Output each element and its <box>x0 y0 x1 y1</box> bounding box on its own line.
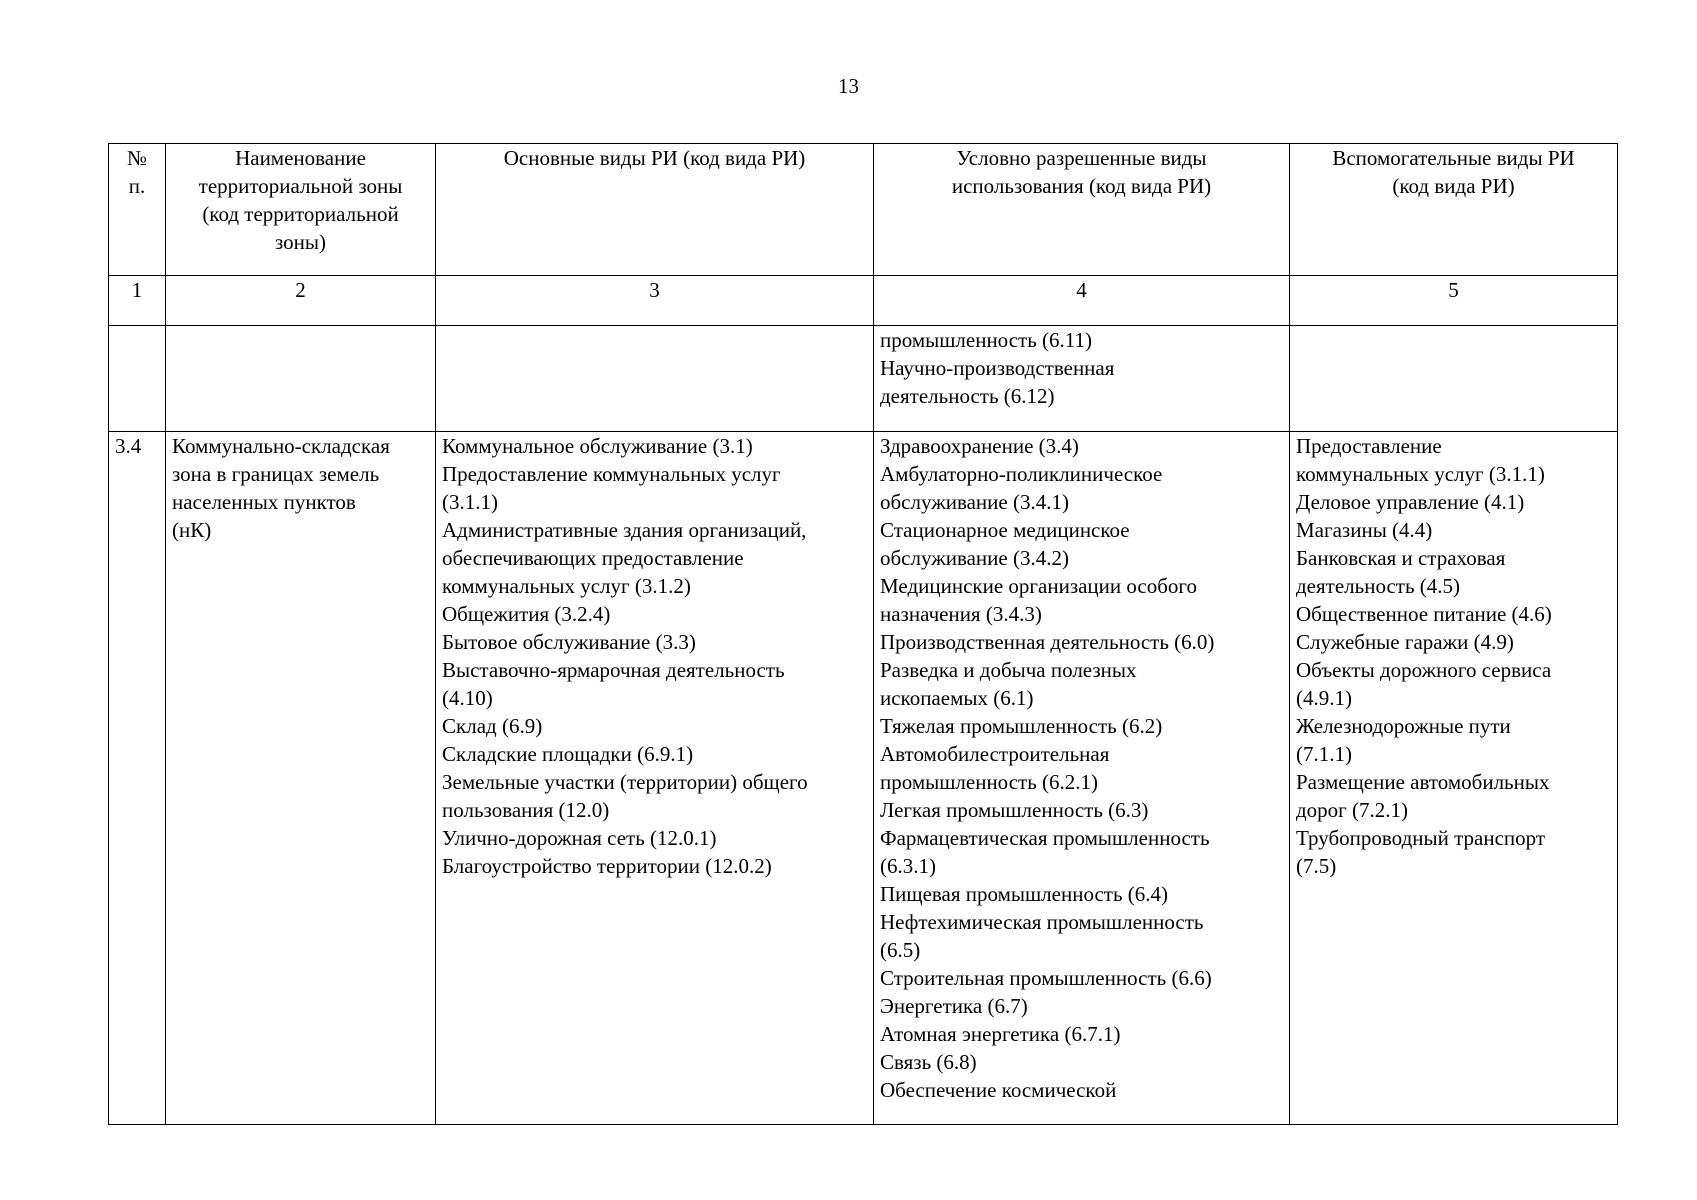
text-line: Склад (6.9) <box>442 714 543 738</box>
continuation-row <box>109 326 1618 432</box>
text-line: (3.1.1) <box>442 490 498 514</box>
text-line: (6.3.1) <box>880 854 936 878</box>
text-line: Научно-производственная <box>880 356 1115 380</box>
text-line: Коммунальное обслуживание (3.1) <box>442 434 753 458</box>
text-line: обслуживание (3.4.2) <box>880 546 1069 570</box>
text-line: Нефтехимическая промышленность <box>880 910 1204 934</box>
text-line: дорог (7.2.1) <box>1296 798 1409 822</box>
text-line: зона в границах земель <box>172 462 380 486</box>
text-line: промышленность (6.2.1) <box>880 770 1099 794</box>
text-line: Складские площадки (6.9.1) <box>442 742 694 766</box>
text-line: Деловое управление (4.1) <box>1296 490 1525 514</box>
text-line: Общежития (3.2.4) <box>442 602 611 626</box>
text-line: Предоставление коммунальных услуг <box>442 462 781 486</box>
text-line: (нК) <box>172 518 212 542</box>
header-main-uses <box>436 144 874 276</box>
text-line: Коммунально-складская <box>172 434 390 458</box>
text-line: коммунальных услуг (3.1.1) <box>1296 462 1545 486</box>
text-line: Банковская и страховая <box>1296 546 1506 570</box>
text-line: пользования (12.0) <box>442 798 610 822</box>
text-line: Строительная промышленность (6.6) <box>880 966 1212 990</box>
text-line: Бытовое обслуживание (3.3) <box>442 630 696 654</box>
column-number: 1 <box>109 276 166 326</box>
text-line: п. <box>128 174 146 198</box>
text-line: (4.9.1) <box>1296 686 1352 710</box>
text-line: Связь (6.8) <box>880 1050 977 1074</box>
text-line: деятельность (4.5) <box>1296 574 1461 598</box>
text-line: Амбулаторно-поликлиническое <box>880 462 1163 486</box>
text-line: зоны) <box>274 230 326 254</box>
text-line: Тяжелая промышленность (6.2) <box>880 714 1163 738</box>
text-line: Улично-дорожная сеть (12.0.1) <box>442 826 717 850</box>
text-line: Атомная энергетика (6.7.1) <box>880 1022 1121 1046</box>
zone-name <box>166 432 436 1125</box>
header-conditional-uses <box>874 144 1290 276</box>
column-number: 2 <box>166 276 436 326</box>
cont-cell-empty <box>1290 326 1618 432</box>
text-line: Производственная деятельность (6.0) <box>880 630 1215 654</box>
column-number: 4 <box>874 276 1290 326</box>
text-line: Трубопроводный транспорт <box>1296 826 1546 850</box>
header-zone-name <box>166 144 436 276</box>
text-line: Наименование <box>235 146 366 170</box>
text-line: Энергетика (6.7) <box>880 994 1028 1018</box>
text-line: назначения (3.4.3) <box>880 602 1042 626</box>
text-line: Легкая промышленность (6.3) <box>880 798 1149 822</box>
text-line: Автомобилестроительная <box>880 742 1110 766</box>
header-number <box>109 144 166 276</box>
text-line: Основные виды РИ (код вида РИ) <box>503 146 806 170</box>
auxiliary-uses <box>1290 432 1618 1125</box>
text-line: территориальной зоны <box>198 174 403 198</box>
text-line: Железнодорожные пути <box>1296 714 1511 738</box>
column-number: 5 <box>1290 276 1618 326</box>
text-line: Размещение автомобильных <box>1296 770 1550 794</box>
text-line: Здравоохранение (3.4) <box>880 434 1079 458</box>
text-line: Разведка и добыча полезных <box>880 658 1137 682</box>
conditional-uses <box>874 432 1290 1125</box>
cont-cell-empty <box>166 326 436 432</box>
text-line: Вспомогательные виды РИ <box>1332 146 1575 170</box>
text-line: использования (код вида РИ) <box>951 174 1212 198</box>
text-line: Фармацевтическая промышленность <box>880 826 1210 850</box>
text-line: Объекты дорожного сервиса <box>1296 658 1552 682</box>
text-line: Обеспечение космической <box>880 1078 1117 1102</box>
text-line: промышленность (6.11) <box>880 328 1092 352</box>
header-row <box>109 144 1618 276</box>
text-line: обслуживание (3.4.1) <box>880 490 1069 514</box>
text-line: Выставочно-ярмарочная деятельность <box>442 658 785 682</box>
row-number: 3.4 <box>109 432 166 1125</box>
cont-conditional-uses <box>874 326 1290 432</box>
text-line: Административные здания организаций, <box>442 518 807 542</box>
text-line: Пищевая промышленность (6.4) <box>880 882 1169 906</box>
text-line: Общественное питание (4.6) <box>1296 602 1552 626</box>
text-line: Служебные гаражи (4.9) <box>1296 630 1514 654</box>
text-line: № <box>126 146 148 170</box>
text-line: (6.5) <box>880 938 921 962</box>
text-line: коммунальных услуг (3.1.2) <box>442 574 691 598</box>
text-line: (код вида РИ) <box>1392 174 1515 198</box>
text-line: Медицинские организации особого <box>880 574 1198 598</box>
cont-cell-empty <box>436 326 874 432</box>
text-line: деятельность (6.12) <box>880 384 1055 408</box>
text-line: (код территориальной <box>202 202 399 226</box>
text-line: населенных пунктов <box>172 490 356 514</box>
text-line: Условно разрешенные виды <box>956 146 1207 170</box>
zones-table <box>108 143 1618 1125</box>
table-row <box>109 432 1618 1125</box>
text-line: Земельные участки (территории) общего <box>442 770 808 794</box>
page-number: 13 <box>838 74 859 98</box>
column-number-row <box>109 276 1618 326</box>
cont-cell-empty <box>109 326 166 432</box>
text-line: Магазины (4.4) <box>1296 518 1433 542</box>
header-auxiliary-uses <box>1290 144 1618 276</box>
text-line: Стационарное медицинское <box>880 518 1130 542</box>
text-line: (7.5) <box>1296 854 1337 878</box>
main-uses <box>436 432 874 1125</box>
text-line: (7.1.1) <box>1296 742 1352 766</box>
text-line: Предоставление <box>1296 434 1442 458</box>
text-line: ископаемых (6.1) <box>880 686 1034 710</box>
text-line: Благоустройство территории (12.0.2) <box>442 854 772 878</box>
column-number: 3 <box>436 276 874 326</box>
text-line: (4.10) <box>442 686 493 710</box>
text-line: обеспечивающих предоставление <box>442 546 744 570</box>
